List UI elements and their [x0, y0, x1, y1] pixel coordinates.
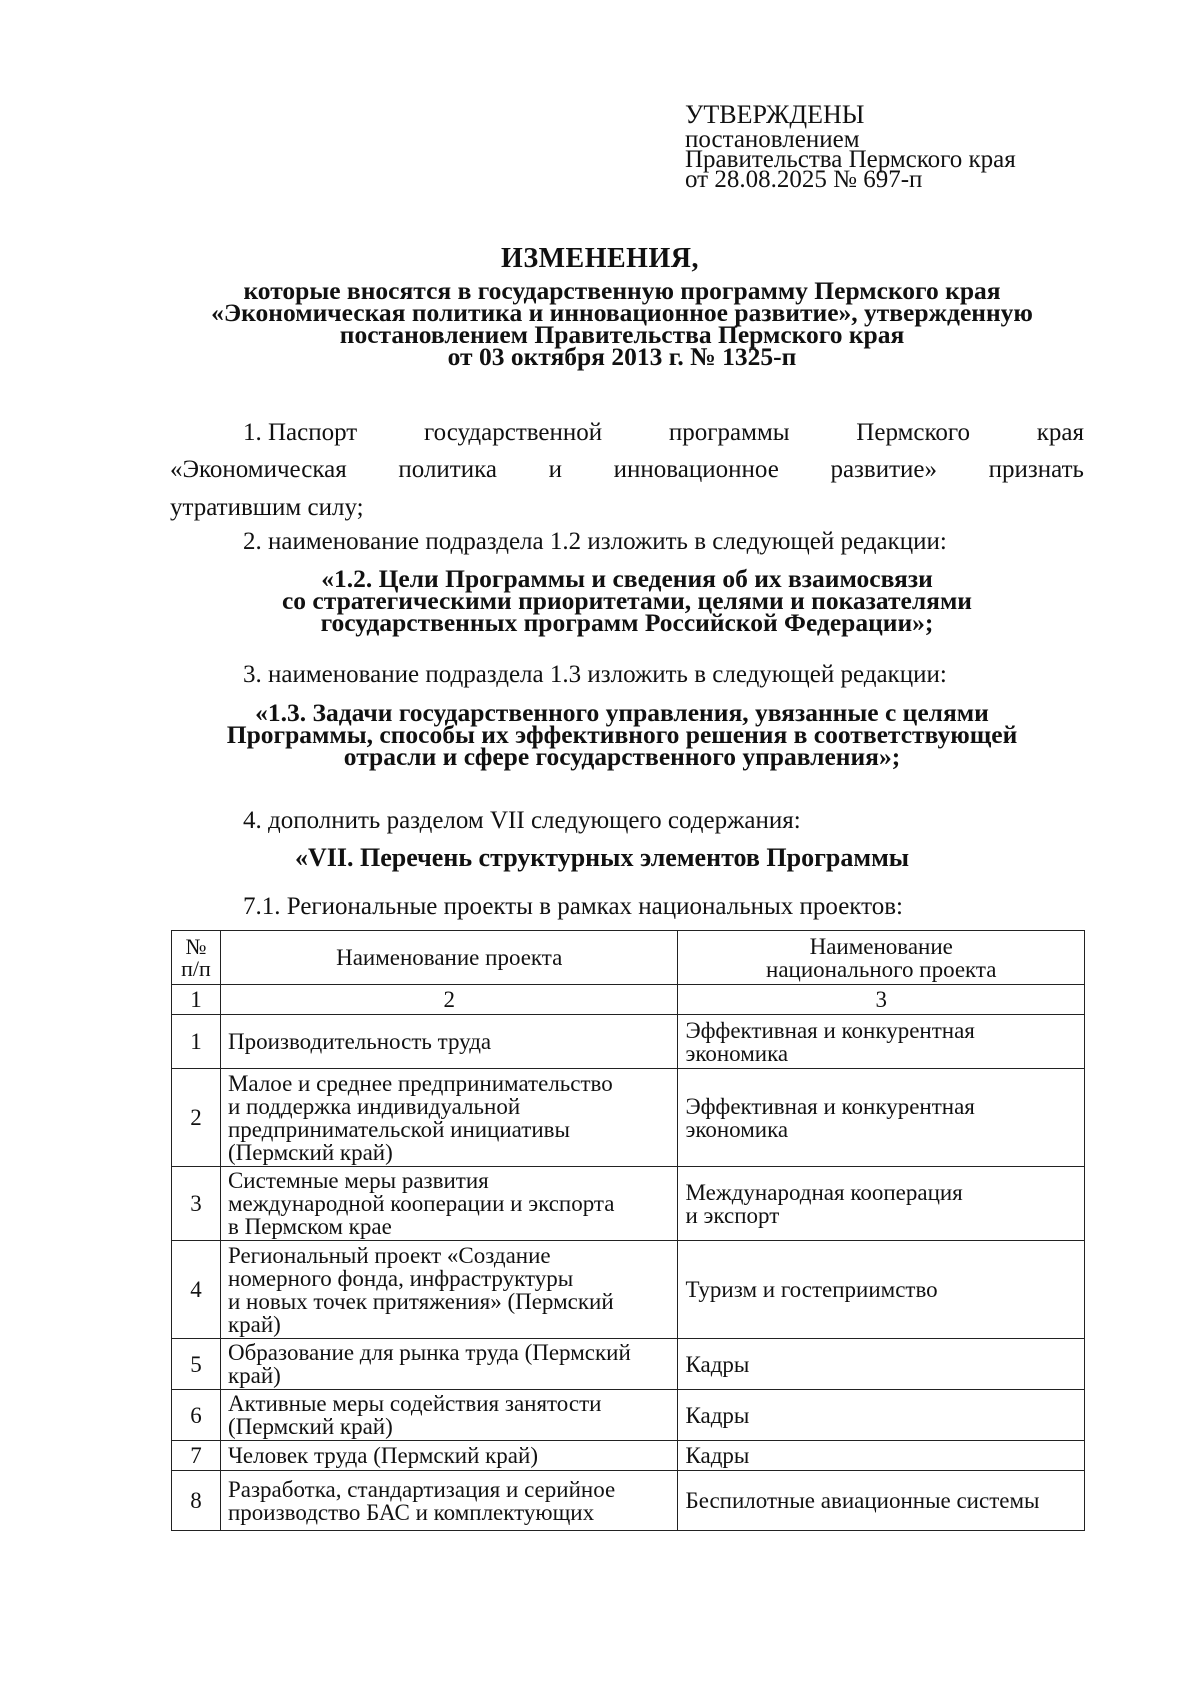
- project-name-line: Малое и среднее предпринимательство: [227, 1070, 613, 1096]
- section-title: «VII. Перечень структурных элементов Программы: [295, 843, 910, 872]
- project-name-line: Региональный проект «Создание: [227, 1242, 551, 1268]
- table-index-row: [172, 985, 1085, 1015]
- national-project-cell: [678, 1241, 1085, 1339]
- row-number: 3: [172, 1167, 221, 1241]
- header-national-line: национального проекта: [766, 956, 997, 982]
- index-cell: 2: [220, 985, 678, 1015]
- project-name-line: край): [227, 1311, 281, 1337]
- project-name-line: и поддержка индивидуальной: [227, 1093, 521, 1119]
- project-name-line: Производительность труда: [227, 1029, 492, 1054]
- document-subtitle: [160, 276, 1084, 371]
- project-name-line: Человек труда (Пермский край): [227, 1443, 538, 1468]
- word: политика: [398, 456, 497, 483]
- project-name-cell: [220, 1167, 678, 1241]
- national-project-cell: [678, 1471, 1085, 1531]
- quote-line: отрасли и сфере государственного управления»;: [343, 742, 901, 771]
- quote-line: государственных программ Российской Федерации»;: [320, 608, 934, 637]
- word: инновационное: [613, 456, 779, 483]
- word: развитие»: [830, 456, 938, 483]
- national-project-line: экономика: [685, 1040, 789, 1066]
- row-number: 4: [172, 1241, 221, 1339]
- word: 1. Паспорт: [243, 419, 358, 446]
- project-name-line: в Пермском крае: [227, 1214, 392, 1239]
- item-3-quote: [160, 698, 1084, 771]
- row-number: 6: [172, 1390, 221, 1441]
- row-number: 2: [172, 1069, 221, 1167]
- header-num-line: №: [185, 933, 207, 959]
- project-name-line: номерного фонда, инфраструктуры: [227, 1265, 574, 1291]
- project-name-line: (Пермский край): [227, 1139, 393, 1165]
- item-2-text: 2. наименование подраздела 1.2 изложить в следующей редакции:: [243, 528, 947, 555]
- national-project-line: экономика: [685, 1116, 789, 1142]
- item-2-quote: [170, 564, 1084, 637]
- quote-line: «1.2. Цели Программы и сведения об их взаимосвязи: [321, 564, 933, 593]
- national-project-line: Кадры: [685, 1443, 750, 1468]
- national-project-cell: [678, 1390, 1085, 1441]
- word: программы: [668, 419, 790, 446]
- document-title: ИЗМЕНЕНИЯ,: [501, 243, 699, 274]
- project-name-cell: [220, 1339, 678, 1390]
- national-project-cell: [678, 1069, 1085, 1167]
- item-4-text: 4. дополнить разделом VII следующего содержания:: [243, 807, 801, 834]
- row-number: 7: [172, 1441, 221, 1471]
- table-row: [172, 1015, 1085, 1069]
- word: края: [1036, 419, 1084, 446]
- subtitle-line: постановлением Правительства Пермского края: [339, 320, 905, 349]
- word: признать: [988, 456, 1084, 483]
- table-row: [172, 1471, 1085, 1531]
- project-name-line: (Пермский край): [227, 1414, 393, 1439]
- national-project-line: Эффективная и конкурентная: [685, 1017, 975, 1043]
- table-row: [172, 1241, 1085, 1339]
- index-cell: 1: [172, 985, 221, 1015]
- header-num-line: п/п: [181, 955, 211, 981]
- project-name-cell: [220, 1471, 678, 1531]
- project-name-line: предпринимательской инициативы: [227, 1116, 570, 1142]
- national-project-line: Кадры: [685, 1351, 750, 1377]
- approval-stamp: [685, 100, 1016, 193]
- quote-line: «1.3. Задачи государственного управления, увязанные с целями: [255, 698, 989, 727]
- item-1-line-1: [243, 419, 1084, 447]
- project-name-line: Активные меры содействия занятости: [227, 1391, 602, 1416]
- projects-table: [171, 930, 1085, 1531]
- project-name-line: Системные меры развития: [227, 1168, 489, 1193]
- project-name-line: край): [227, 1363, 281, 1388]
- subtitle-line: «Экономическая политика и инновационное развитие», утвержденную: [211, 298, 1033, 327]
- index-cell: 3: [678, 985, 1085, 1015]
- table-row: [172, 1167, 1085, 1241]
- quote-line: со стратегическими приоритетами, целями и показателями: [281, 586, 973, 615]
- national-project-line: и экспорт: [685, 1202, 780, 1228]
- table-row: [172, 1390, 1085, 1441]
- project-name-cell: [220, 1015, 678, 1069]
- approval-line: Правительства Пермского края: [685, 146, 1016, 173]
- table-row: [172, 1441, 1085, 1471]
- table-body: [172, 1015, 1085, 1531]
- header-project-name: Наименование проекта: [220, 931, 678, 985]
- subtitle-line: которые вносятся в государственную программу Пермского края: [243, 276, 1001, 305]
- subsection-title: 7.1. Региональные проекты в рамках национальных проектов:: [243, 893, 903, 920]
- word: «Экономическая: [170, 456, 347, 483]
- item-1-line-2: [170, 456, 1084, 484]
- project-name-cell: [220, 1390, 678, 1441]
- project-name-cell: [220, 1441, 678, 1471]
- quote-line: Программы, способы их эффективного решения в соответствующей: [226, 720, 1018, 749]
- word: и: [548, 456, 563, 483]
- national-project-line: Эффективная и конкурентная: [685, 1093, 975, 1119]
- national-project-line: Кадры: [685, 1402, 750, 1428]
- row-number: 5: [172, 1339, 221, 1390]
- project-name-line: Образование для рынка труда (Пермский: [227, 1340, 631, 1365]
- approval-line: постановлением: [685, 126, 860, 153]
- national-project-cell: [678, 1441, 1085, 1471]
- row-number: 8: [172, 1471, 221, 1531]
- word: государственной: [423, 419, 603, 446]
- table-row: [172, 1339, 1085, 1390]
- national-project-line: Международная кооперация: [685, 1179, 963, 1205]
- table-row: [172, 1069, 1085, 1167]
- subtitle-line: от 03 октября 2013 г. № 1325-п: [447, 342, 797, 371]
- national-project-line: Беспилотные авиационные системы: [685, 1488, 1040, 1513]
- header-num: [172, 931, 221, 985]
- national-project-cell: [678, 1167, 1085, 1241]
- project-name-cell: [220, 1069, 678, 1167]
- header-national-project: [678, 931, 1085, 985]
- national-project-line: Туризм и гостеприимство: [685, 1277, 938, 1302]
- table-header-row: [172, 931, 1085, 985]
- item-3-text: 3. наименование подраздела 1.3 изложить в следующей редакции:: [243, 661, 947, 688]
- project-name-cell: [220, 1241, 678, 1339]
- national-project-cell: [678, 1339, 1085, 1390]
- approval-date: от 28.08.2025 № 697-п: [685, 166, 923, 193]
- word: Пермского: [856, 419, 970, 446]
- approval-title: УТВЕРЖДЕНЫ: [685, 100, 865, 129]
- project-name-line: международной кооперации и экспорта: [227, 1191, 615, 1216]
- project-name-line: производство БАС и комплектующих: [227, 1499, 595, 1525]
- row-number: 1: [172, 1015, 221, 1069]
- project-name-line: Разработка, стандартизация и серийное: [227, 1476, 616, 1502]
- item-1-line-3: утратившим силу;: [170, 494, 364, 521]
- national-project-cell: [678, 1015, 1085, 1069]
- header-national-line: Наименование: [809, 933, 953, 959]
- project-name-line: и новых точек притяжения» (Пермский: [227, 1288, 614, 1314]
